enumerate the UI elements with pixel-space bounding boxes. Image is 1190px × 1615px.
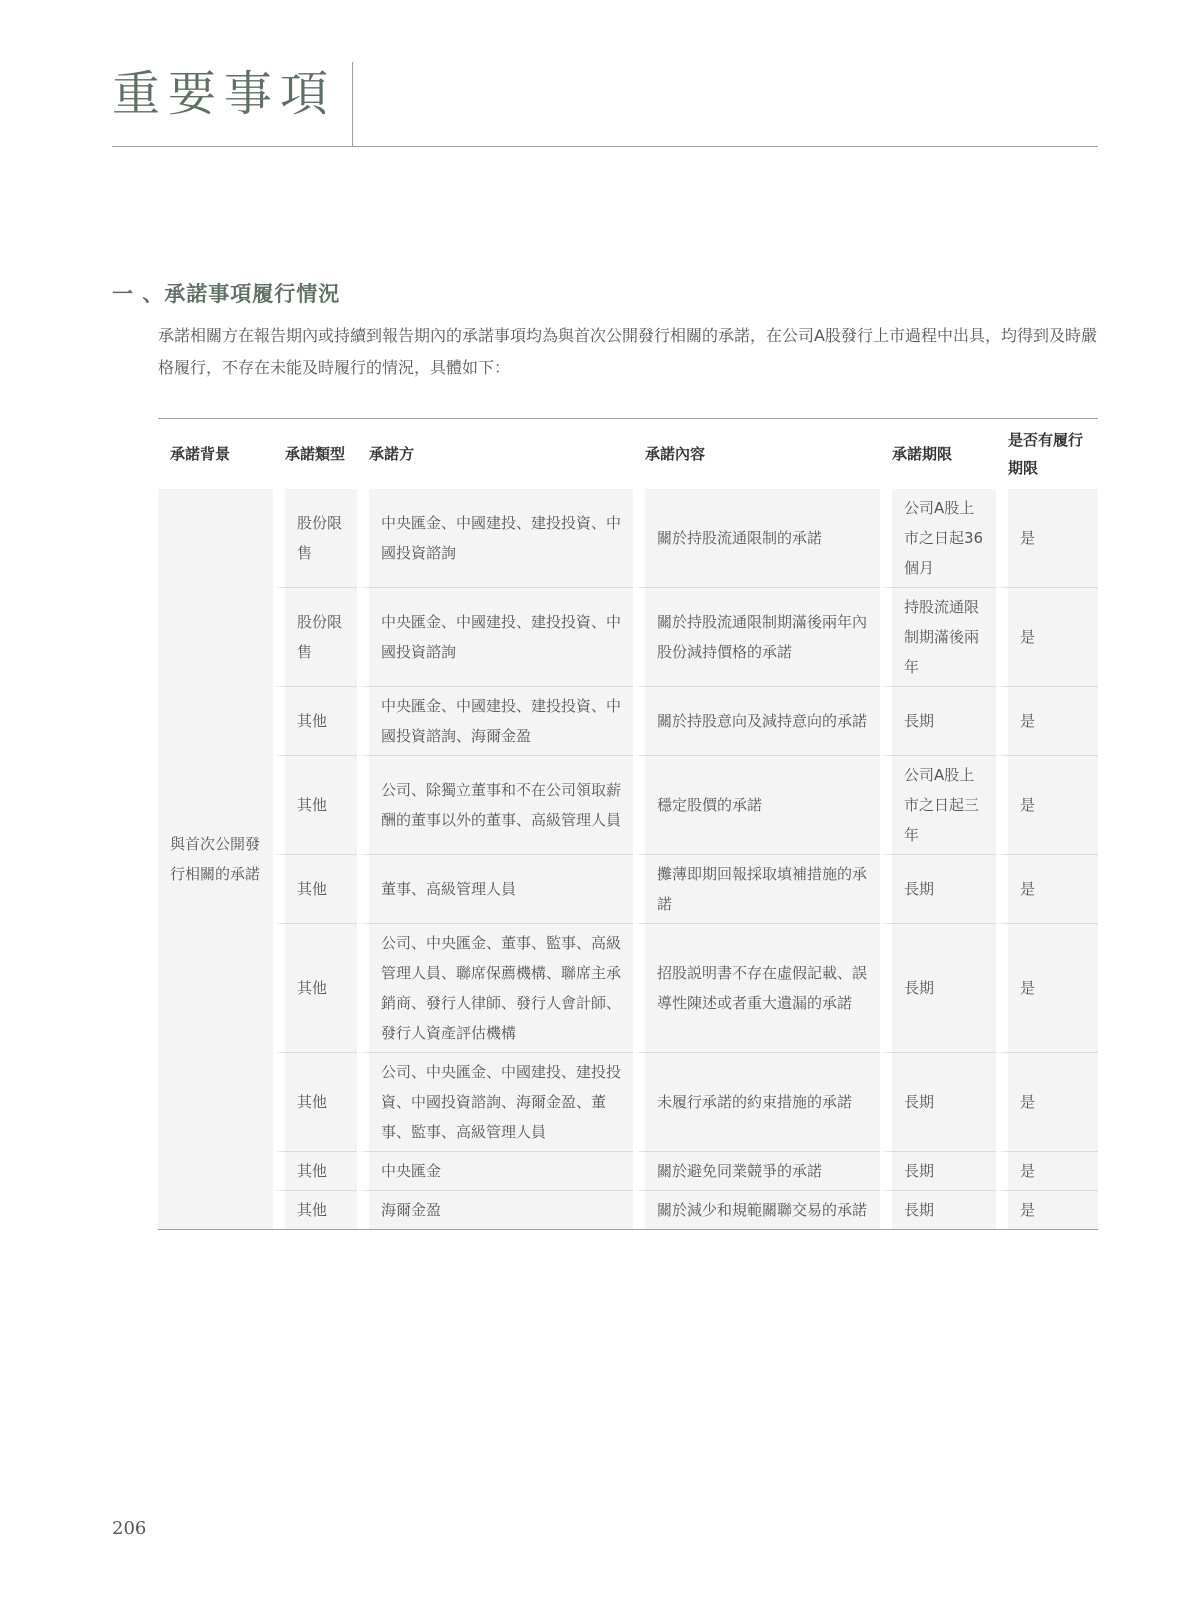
table-bottom-rule bbox=[158, 1229, 1098, 1230]
header-cell-has-term: 是否有履行期限 bbox=[1008, 431, 1084, 477]
table-header-row bbox=[158, 419, 1098, 489]
header-cell-party: 承諾方 bbox=[369, 445, 415, 463]
cell-type: 其他 bbox=[273, 1151, 357, 1190]
table-row bbox=[158, 755, 1098, 854]
section-title: 一 、承諾事項履行情況 bbox=[112, 282, 341, 306]
cell-has-term: 是 bbox=[996, 1151, 1098, 1190]
commitments-table bbox=[158, 418, 1098, 1230]
table-row bbox=[158, 489, 1098, 587]
table-row bbox=[158, 1151, 1098, 1190]
section-intro-paragraph: 承諾相關方在報告期內或持續到報告期內的承諾事項均為與首次公開發行相關的承諾，在公司A股發行上市過程中出具，均得到及時嚴格履行，不存在未能及時履行的情況，具體如下： bbox=[158, 326, 1097, 377]
cell-term: 長期 bbox=[880, 1151, 996, 1190]
table-row bbox=[158, 923, 1098, 1052]
cell-has-term: 是 bbox=[996, 755, 1098, 854]
cell-has-term: 是 bbox=[996, 923, 1098, 1052]
cell-party: 中央匯金 bbox=[357, 1151, 633, 1190]
cell-term: 公司A股上市之日起36個月 bbox=[880, 489, 996, 587]
page-header-title: 重要事項 bbox=[112, 66, 337, 122]
cell-has-term: 是 bbox=[996, 854, 1098, 923]
cell-content: 關於持股流通限制的承諾 bbox=[633, 489, 880, 587]
table-row bbox=[158, 686, 1098, 755]
cell-term: 長期 bbox=[880, 1190, 996, 1229]
cell-term: 長期 bbox=[880, 1052, 996, 1151]
cell-party: 董事、高級管理人員 bbox=[357, 854, 633, 923]
cell-content: 關於持股意向及減持意向的承諾 bbox=[633, 686, 880, 755]
cell-type: 其他 bbox=[273, 1190, 357, 1229]
cell-term: 長期 bbox=[880, 923, 996, 1052]
cell-party: 海爾金盈 bbox=[357, 1190, 633, 1229]
header-cell-term: 承諾期限 bbox=[892, 445, 953, 463]
cell-type: 其他 bbox=[273, 854, 357, 923]
cell-term: 持股流通限制期滿後兩年 bbox=[880, 587, 996, 686]
cell-has-term: 是 bbox=[996, 1052, 1098, 1151]
cell-commitment-background: 與首次公開發行相關的承諾 bbox=[158, 489, 273, 1229]
cell-party: 中央匯金、中國建投、建投投資、中國投資諮詢 bbox=[357, 587, 633, 686]
cell-party: 中央匯金、中國建投、建投投資、中國投資諮詢 bbox=[357, 489, 633, 587]
cell-content: 關於持股流通限制期滿後兩年內股份減持價格的承諾 bbox=[633, 587, 880, 686]
header-cell-type: 承諾類型 bbox=[285, 445, 346, 463]
cell-type: 其他 bbox=[273, 686, 357, 755]
page-number: 206 bbox=[112, 1518, 147, 1539]
cell-content: 穩定股價的承諾 bbox=[633, 755, 880, 854]
header-cell-background: 承諾背景 bbox=[170, 445, 231, 463]
table-row bbox=[158, 1052, 1098, 1151]
cell-has-term: 是 bbox=[996, 1190, 1098, 1229]
header-divider-horizontal bbox=[112, 146, 1098, 147]
cell-has-term: 是 bbox=[996, 489, 1098, 587]
cell-party: 公司、中央匯金、董事、監事、高級管理人員、聯席保薦機構、聯席主承銷商、發行人律師、發行人會計師、發行人資產評估機構 bbox=[357, 923, 633, 1052]
cell-type: 股份限售 bbox=[273, 489, 357, 587]
cell-term: 公司A股上市之日起三年 bbox=[880, 755, 996, 854]
cell-type: 股份限售 bbox=[273, 587, 357, 686]
cell-content: 未履行承諾的約束措施的承諾 bbox=[633, 1052, 880, 1151]
header-cell-content: 承諾內容 bbox=[645, 445, 706, 463]
cell-type: 其他 bbox=[273, 755, 357, 854]
cell-content: 關於避免同業競爭的承諾 bbox=[633, 1151, 880, 1190]
cell-content: 關於減少和規範關聯交易的承諾 bbox=[633, 1190, 880, 1229]
cell-party: 中央匯金、中國建投、建投投資、中國投資諮詢、海爾金盈 bbox=[357, 686, 633, 755]
table-row bbox=[158, 587, 1098, 686]
cell-type: 其他 bbox=[273, 1052, 357, 1151]
cell-term: 長期 bbox=[880, 686, 996, 755]
cell-has-term: 是 bbox=[996, 686, 1098, 755]
cell-has-term: 是 bbox=[996, 587, 1098, 686]
cell-party: 公司、除獨立董事和不在公司領取薪酬的董事以外的董事、高級管理人員 bbox=[357, 755, 633, 854]
cell-content: 招股説明書不存在虛假記載、誤導性陳述或者重大遺漏的承諾 bbox=[633, 923, 880, 1052]
cell-term: 長期 bbox=[880, 854, 996, 923]
table-row bbox=[158, 854, 1098, 923]
cell-type: 其他 bbox=[273, 923, 357, 1052]
cell-content: 攤薄即期回報採取填補措施的承諾 bbox=[633, 854, 880, 923]
table-row bbox=[158, 1190, 1098, 1229]
header-divider-vertical bbox=[352, 62, 353, 146]
cell-party: 公司、中央匯金、中國建投、建投投資、中國投資諮詢、海爾金盈、董事、監事、高級管理人員 bbox=[357, 1052, 633, 1151]
